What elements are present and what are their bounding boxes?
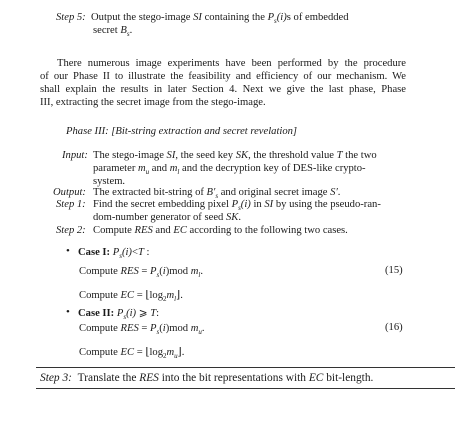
output-line: The extracted bit-string of $B'_s$ and original secret image S′. (93, 187, 341, 201)
step5-label: Step 5: (56, 12, 86, 23)
case1-bullet: • (66, 245, 70, 257)
input-label: Input: (62, 150, 88, 161)
case2-label: Case II: (78, 308, 115, 319)
phase3-title: Phase III: [Bit-string extraction and secret revelation] (66, 126, 298, 137)
paragraph-line-4: III, extracting the secret image from the stego-image. (40, 97, 266, 108)
step3-line (40, 372, 373, 385)
case2-eq1-number: (16) (385, 322, 403, 333)
case1-eq1-number: (15) (385, 265, 403, 276)
case2-bullet: • (66, 306, 70, 318)
input-line-3: system. (93, 176, 126, 187)
step5-line2 (93, 24, 132, 41)
paragraph-line-3: shall explain the results in later Section 4. Next we give the last phase, Phase (40, 84, 406, 95)
case2-eq2: Compute EC = $⌊\log_2m_u⌋$. (79, 347, 185, 361)
case1-eq1: Compute RES = $P_s(i)mod$ $m_l$. (79, 266, 204, 280)
paragraph-line-1: There numerous image experiments have been performed by the procedure (57, 58, 406, 69)
case1-heading (78, 246, 149, 263)
step2-label: Step 2: (56, 225, 86, 236)
case1-eq2: Compute EC = $⌊\log_2m_l⌋$. (79, 290, 183, 304)
output-label: Output: (53, 187, 86, 198)
case2-eq1: Compute RES = $P_s(i)mod$ $m_u$. (79, 323, 205, 337)
step5-text: Output the stego-image SI containing the $P_s(i)s$ of embedded (88, 12, 349, 26)
separator-rule-bottom (36, 388, 455, 389)
step2-line: Compute RES and EC according to the following two cases. (93, 225, 348, 236)
case1-label: Case I: (78, 247, 111, 258)
step1-label: Step 1: (56, 199, 86, 210)
step3-label: Step 3: (40, 372, 72, 384)
step5-secret: secret $B_s$. (93, 25, 133, 39)
step1-line-1: Find the secret embedding pixel $P_s(i)$ in SI by using the pseudo-ran- (93, 199, 381, 213)
input-line-2: parameter $m_u$ and $m_l$ and the decryption key of DES-like crypto- (93, 163, 366, 177)
separator-rule (36, 367, 455, 368)
case2-cond: $P_s(i)$ ⩾ T: (116, 308, 160, 322)
step3-text: Translate the RES into the bit representations with EC bit-length. (74, 372, 374, 384)
case1-cond: $P_s(i)<T$ : (112, 247, 150, 261)
paragraph-line-2: of our Phase II to illustrate the feasibility and efficiency of our mechanism. We (40, 71, 406, 82)
step1-line-2: dom-number generator of seed SK. (93, 212, 241, 223)
input-line-1: The stego-image SI, the seed key SK, the threshold value T the two (93, 150, 377, 161)
